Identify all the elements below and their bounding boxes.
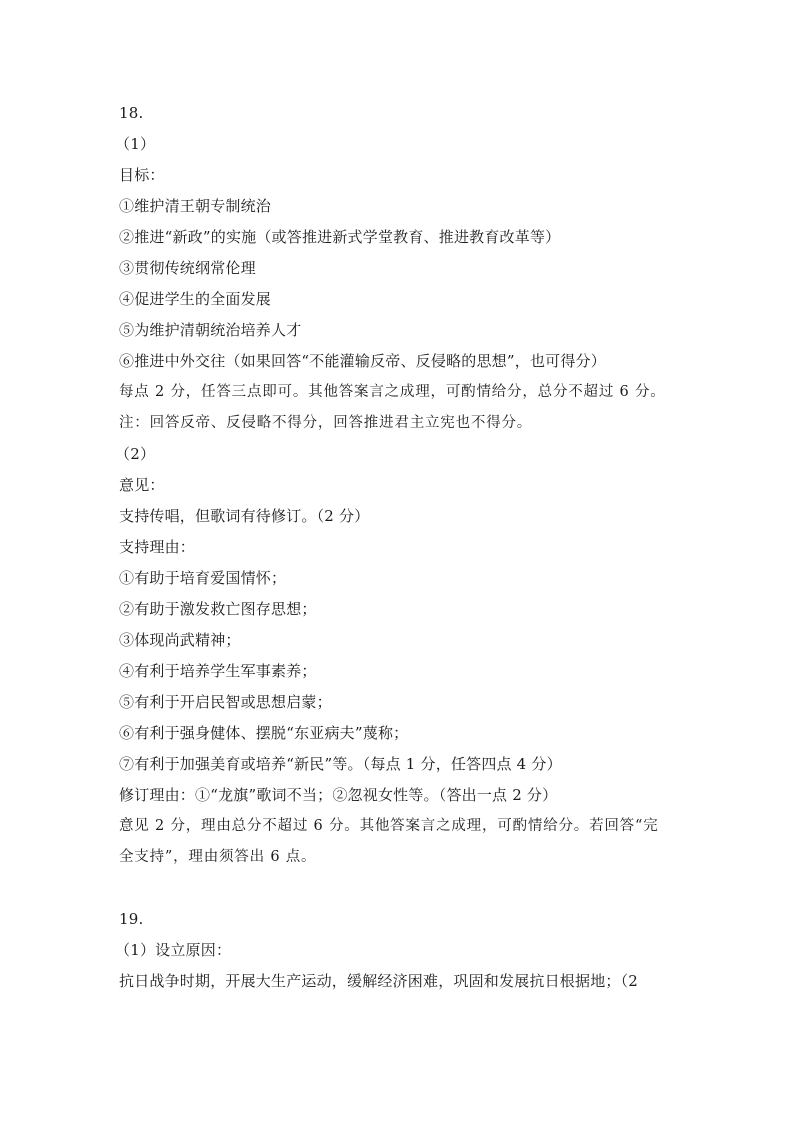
support-item: ④有利于培养学生军事素养；: [119, 662, 317, 680]
scoring-rule: 每点 2 分，任答三点即可。其他答案言之成理，可酌情给分，总分不超过 6 分。: [119, 384, 666, 400]
scoring-rule-continued: 全支持”，理由须答出 6 点。: [119, 849, 317, 865]
support-item: ②有助于激发救亡图存思想；: [119, 600, 317, 618]
goal-item: ③贯彻传统纲常伦理: [119, 259, 256, 277]
part-1-label: （1）: [115, 135, 156, 153]
scoring-note: 注：回答反帝、反侵略不得分，回答推进君主立宪也不得分。: [119, 415, 533, 431]
goal-heading: 目标：: [119, 166, 165, 184]
support-heading: 支持理由：: [119, 538, 196, 556]
question-number-19: 19.: [119, 910, 144, 928]
goal-item: ④促进学生的全面发展: [119, 290, 272, 308]
goal-item: ⑥推进中外交往（如果回答“不能灌输反帝、反侵略的思想”，也可得分）: [119, 352, 606, 370]
support-item: ⑥有利于强身健体、摆脱“东亚病夫”蔑称；: [119, 724, 409, 742]
goal-item: ②推进“新政”的实施（或答推进新式学堂教育、推进教育改革等）: [119, 228, 561, 246]
support-item: ①有助于培育爱国情怀；: [119, 569, 287, 587]
question-number-18: 18.: [119, 104, 144, 122]
part-1-label: （1）设立原因：: [115, 941, 232, 959]
goal-item: ⑤为维护清朝统治培养人才: [119, 321, 302, 339]
answer-text: 抗日战争时期，开展大生产运动，缓解经济困难，巩固和发展抗日根据地；（2: [119, 972, 639, 990]
support-item: ⑤有利于开启民智或思想启蒙；: [119, 693, 332, 711]
scoring-rule: 意见 2 分，理由总分不超过 6 分。其他答案言之成理，可酌情给分。若回答“完: [119, 818, 659, 834]
part-2-label: （2）: [115, 445, 156, 463]
support-item: ③体现尚武精神；: [119, 631, 241, 649]
opinion-text: 支持传唱，但歌词有待修订。（2 分）: [119, 507, 370, 525]
revision-reason: 修订理由：①“龙旗”歌词不当；②忽视女性等。（答出一点 2 分）: [119, 786, 558, 804]
opinion-heading: 意见：: [119, 476, 165, 494]
goal-item: ①维护清王朝专制统治: [119, 197, 272, 215]
support-item: ⑦有利于加强美育或培养“新民”等。（每点 1 分，任答四点 4 分）: [119, 755, 562, 773]
